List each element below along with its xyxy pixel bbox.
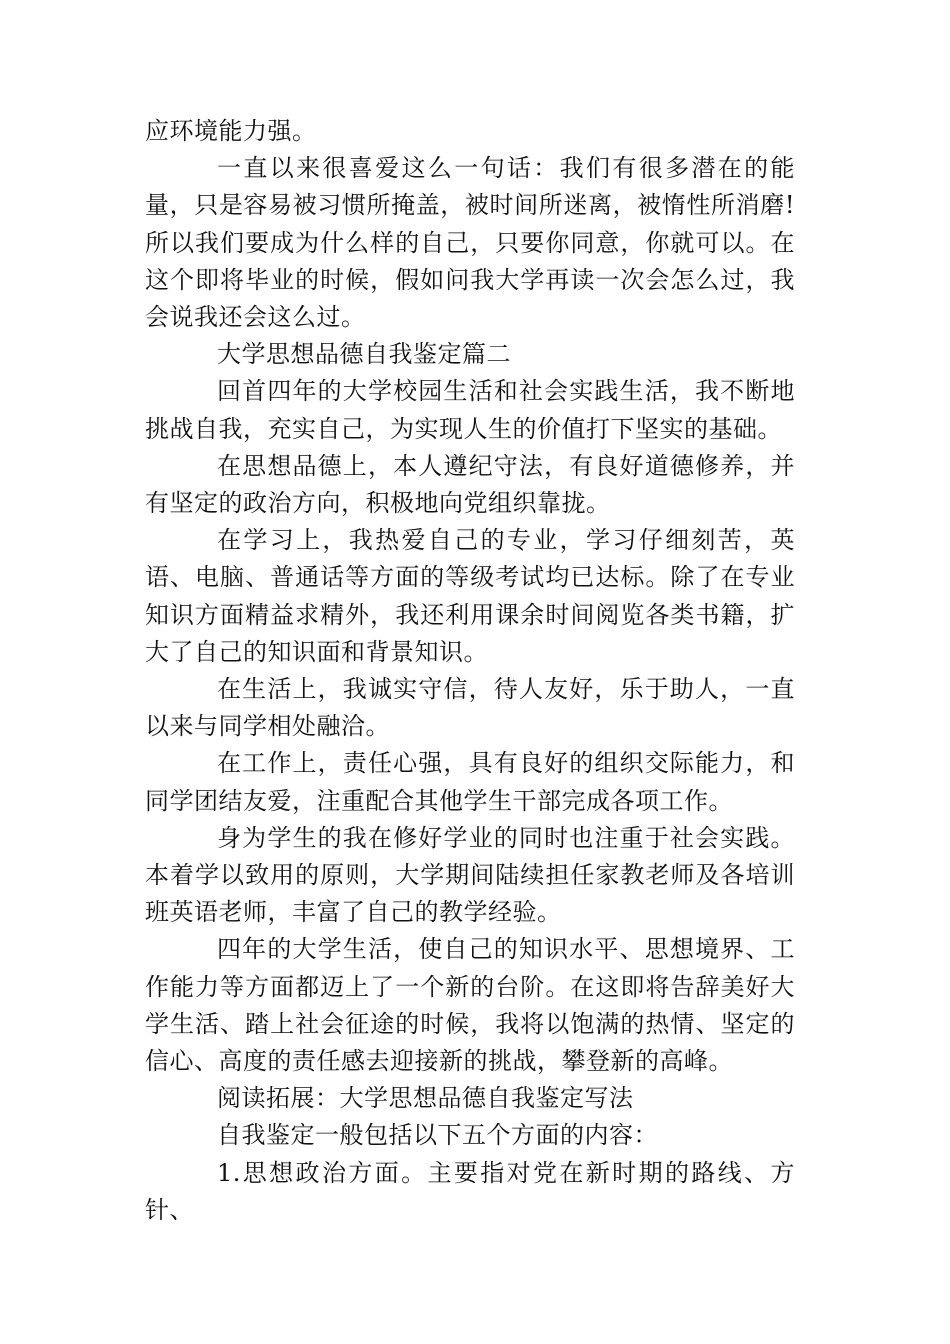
- document-body: [145, 113, 795, 1229]
- paragraph-five-aspects: 自我鉴定一般包括以下五个方面的内容：: [217, 1121, 658, 1150]
- paragraph-work: 在工作上，责任心强，具有良好的组织交际能力，和同学团结友爱，注重配合其他学生干部完成各项工作。: [145, 749, 795, 815]
- paragraph-study: 在学习上，我热爱自己的专业，学习仔细刻苦，英语、电脑、普通话等方面的等级考试均已达标。除了在专业知识方面精益求精外，我还利用课余时间阅览各类书籍，扩大了自己的知识面和背景知识。: [145, 526, 795, 666]
- list-item-political: 1.思想政治方面。主要指对党在新时期的路线、方针、: [145, 1158, 795, 1224]
- paragraph-continuation: 应环境能力强。: [145, 117, 317, 145]
- paragraph-life: 在生活上，我诚实守信，待人友好，乐于助人，一直以来与同学相处融洽。: [145, 675, 795, 741]
- paragraph-ideology: 在思想品德上，本人遵纪守法，有良好道德修养，并有坚定的政治方向，积极地向党组织靠拢。: [145, 451, 795, 518]
- section-heading-part-two: 大学思想品德自我鉴定篇二: [217, 340, 511, 369]
- paragraph-review: 回首四年的大学校园生活和社会实践生活，我不断地挑战自我，充实自己，为实现人生的价值打下坚实的基础。: [145, 377, 795, 443]
- paragraph-practice: 身为学生的我在修好学业的同时也注重于社会实践。本着学以致用的原则，大学期间陆续担任家教老师及各培训班英语老师，丰富了自己的教学经验。: [145, 823, 795, 927]
- paragraph-summary: 四年的大学生活，使自己的知识水平、思想境界、工作能力等方面都迈上了一个新的台阶。在这即将告辞美好大学生活、踏上社会征途的时候，我将以饱满的热情、坚定的信心、高度的责任感去迎接新的挑战，攀登新的高峰。: [145, 935, 795, 1076]
- section-heading-extended-reading: 阅读拓展：大学思想品德自我鉴定写法: [217, 1084, 634, 1113]
- paragraph-favorite-quote: 一直以来很喜爱这么一句话：我们有很多潜在的能量，只是容易被习惯所掩盖，被时间所迷离，被惰性所消磨!所以我们要成为什么样的自己，只要你同意，你就可以。在这个即将毕业的时候，假如问我大学再读一次会怎么过，我会说我还会这么过。: [145, 154, 795, 332]
